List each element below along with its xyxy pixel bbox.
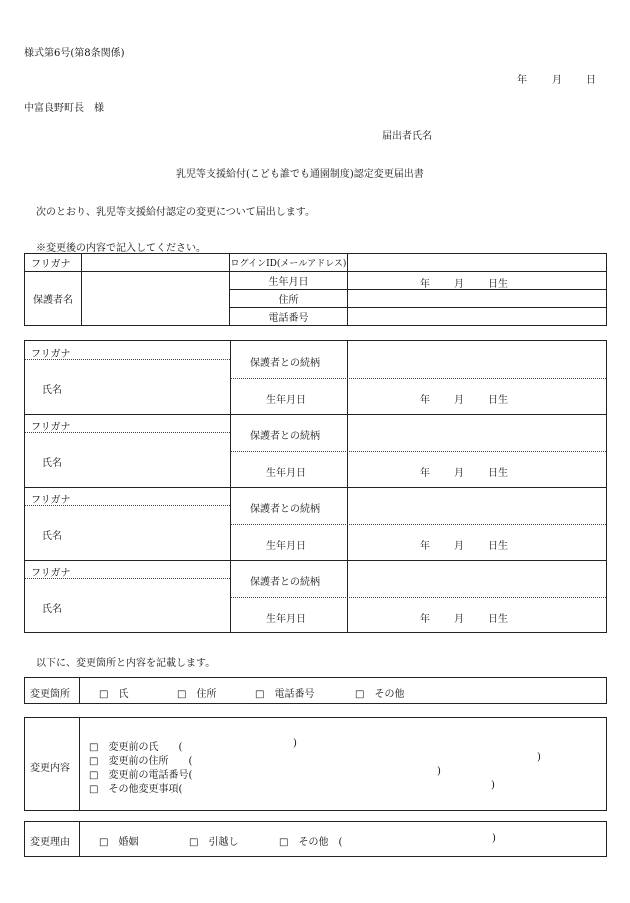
- date-year: 年: [517, 75, 527, 86]
- guardian-phone-label: 電話番号: [230, 308, 348, 326]
- guardian-address-field[interactable]: [348, 290, 607, 308]
- change-section-box: [24, 677, 607, 704]
- change-section-label: 変更箇所: [30, 689, 70, 700]
- child2-birth-day: 日生: [488, 468, 508, 479]
- child1-birth-year: 年: [420, 395, 430, 406]
- child1-birth-day: 日生: [488, 395, 508, 406]
- prev-name-line[interactable]: □ 変更前の氏 (: [89, 742, 183, 753]
- form-number: 様式第6号(第8条関係): [24, 48, 125, 59]
- child3-birth-day: 日生: [488, 541, 508, 552]
- guardian-name-field[interactable]: [82, 272, 230, 326]
- child1-furigana-label: フリガナ: [31, 349, 71, 360]
- child4-name-label: 氏名: [42, 604, 62, 615]
- child1-name-label: 氏名: [42, 385, 62, 396]
- change-reason-label: 変更理由: [30, 837, 70, 848]
- child2-birth-year: 年: [420, 468, 430, 479]
- form-title: 乳児等支援給付(こども誰でも通園制度)認定変更届出書: [176, 169, 424, 180]
- child3-furigana-label: フリガナ: [31, 495, 71, 506]
- below-intro-text: 以下に、変更箇所と内容を記載します。: [36, 658, 216, 669]
- intro-text: 次のとおり、乳児等支援給付認定の変更について届出します。: [36, 207, 315, 218]
- date-day: 日: [586, 75, 596, 86]
- date-month: 月: [552, 75, 562, 86]
- reason-option-marriage[interactable]: □ 婚姻: [99, 837, 139, 848]
- change-content-box: [24, 717, 607, 811]
- child4-birth-year: 年: [420, 614, 430, 625]
- child4-birth-day: 日生: [488, 614, 508, 625]
- login-id-field[interactable]: [348, 254, 607, 272]
- child2-relation-label: 保護者との続柄: [250, 431, 320, 442]
- child3-relation-label: 保護者との続柄: [250, 504, 320, 515]
- reason-other-close: ): [492, 833, 496, 844]
- child3-birth-year: 年: [420, 541, 430, 552]
- applicant-name-label: 届出者氏名: [382, 131, 432, 142]
- reason-option-other[interactable]: □ その他 (: [279, 837, 343, 848]
- guardian-furigana-label: フリガナ: [25, 254, 82, 272]
- other-change-close: ): [491, 780, 495, 791]
- guardian-birthdate-label: 生年月日: [230, 272, 348, 290]
- guardian-phone-field[interactable]: [348, 308, 607, 326]
- child4-furigana-label: フリガナ: [31, 568, 71, 579]
- child2-birthdate-label: 生年月日: [266, 468, 306, 479]
- child2-furigana-label: フリガナ: [31, 422, 71, 433]
- other-change-line[interactable]: □ その他変更事項(: [89, 784, 183, 795]
- change-option-name[interactable]: □ 氏: [99, 689, 129, 700]
- child4-relation-label: 保護者との続柄: [250, 577, 320, 588]
- guardian-birthdate-field[interactable]: [348, 272, 607, 290]
- child1-relation-label: 保護者との続柄: [250, 358, 320, 369]
- prev-phone-close: ): [437, 766, 441, 777]
- addressee: 中富良野町長 様: [24, 103, 104, 114]
- note-text: ※変更後の内容で記入してください。: [36, 243, 206, 254]
- change-option-phone[interactable]: □ 電話番号: [255, 689, 315, 700]
- change-content-label: 変更内容: [30, 763, 70, 774]
- change-option-other[interactable]: □ その他: [355, 689, 405, 700]
- child2-birth-month: 月: [454, 468, 464, 479]
- reason-option-moving[interactable]: □ 引越し: [189, 837, 239, 848]
- child2-name-label: 氏名: [42, 458, 62, 469]
- prev-name-close: ): [293, 738, 297, 749]
- guardian-address-label: 住所: [230, 290, 348, 308]
- child1-birthdate-label: 生年月日: [266, 395, 306, 406]
- guardian-name-label: 保護者名: [25, 272, 82, 326]
- child4-birthdate-label: 生年月日: [266, 614, 306, 625]
- child4-birth-month: 月: [454, 614, 464, 625]
- guardian-birth-day: 日生: [488, 279, 508, 290]
- children-table: [24, 340, 607, 633]
- change-reason-box: [24, 821, 607, 857]
- login-id-label: ログインID(メールアドレス): [230, 254, 348, 272]
- prev-address-line[interactable]: □ 変更前の住所 (: [89, 756, 193, 767]
- child3-birth-month: 月: [454, 541, 464, 552]
- guardian-birth-month: 月: [454, 279, 464, 290]
- guardian-table: [24, 253, 607, 326]
- prev-phone-line[interactable]: □ 変更前の電話番号(: [89, 770, 193, 781]
- change-option-address[interactable]: □ 住所: [177, 689, 217, 700]
- child3-name-label: 氏名: [42, 531, 62, 542]
- guardian-furigana-field[interactable]: [82, 254, 230, 272]
- prev-address-close: ): [537, 752, 541, 763]
- child1-birth-month: 月: [454, 395, 464, 406]
- child3-birthdate-label: 生年月日: [266, 541, 306, 552]
- guardian-birth-year: 年: [420, 279, 430, 290]
